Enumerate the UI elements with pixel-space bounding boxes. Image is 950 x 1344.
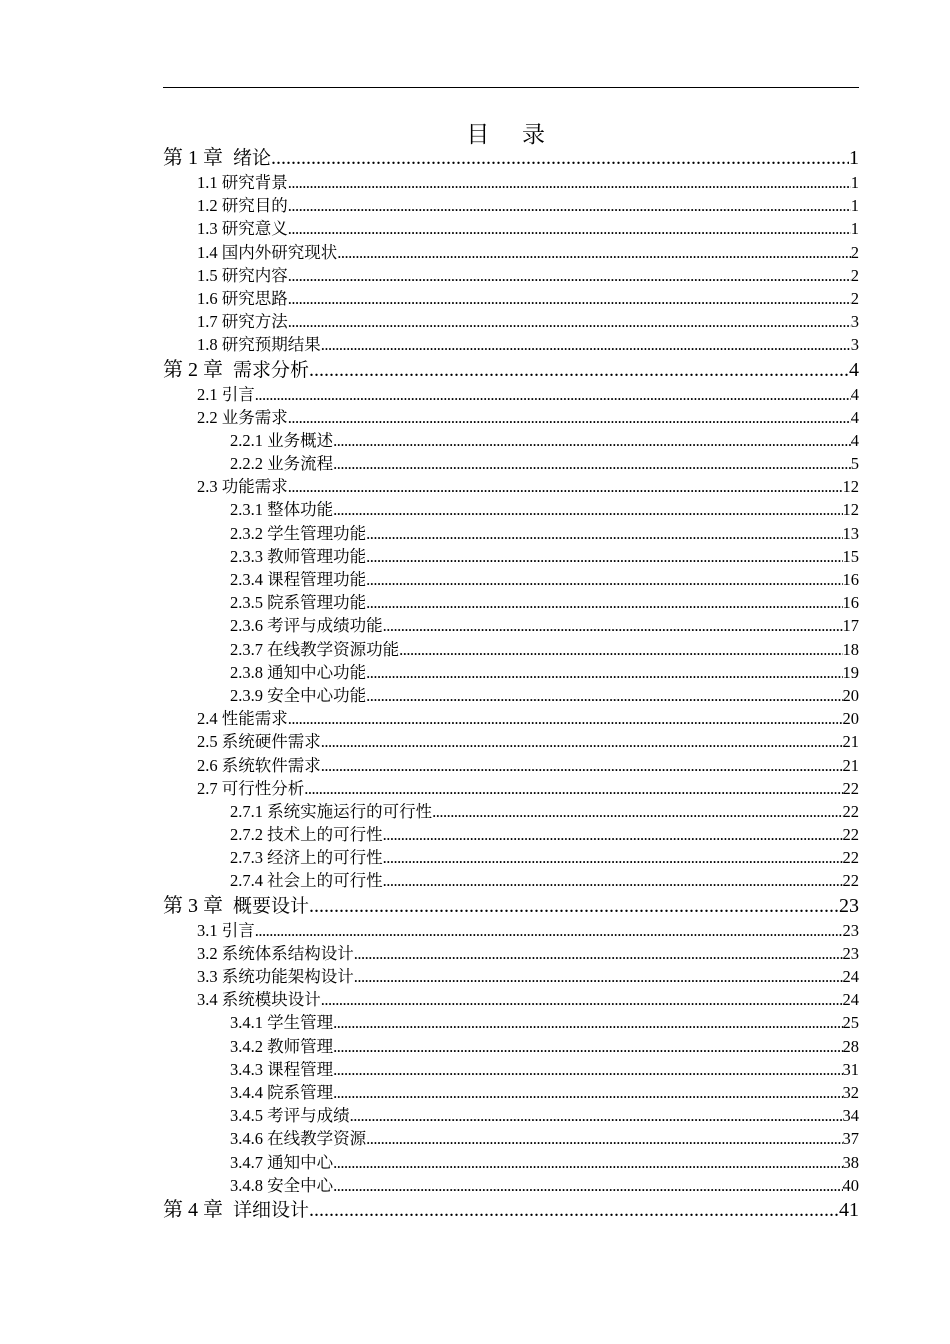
toc-dot-leader	[366, 684, 842, 707]
toc-dot-leader	[309, 893, 839, 919]
toc-dot-leader	[366, 591, 842, 614]
toc-entry-text: 在线教学资源	[267, 1129, 367, 1149]
toc-page-number: 12	[842, 477, 859, 497]
toc-dot-leader	[399, 638, 842, 661]
toc-dot-leader	[288, 707, 843, 730]
toc-entry-label	[230, 1058, 333, 1081]
toc-entry-label	[230, 1104, 350, 1127]
toc-entry-1-3[interactable]	[163, 217, 859, 240]
toc-entry-number: 2.3.5	[230, 593, 263, 613]
toc-entry-number: 1.4	[197, 242, 218, 262]
toc-page-number: 4	[849, 358, 859, 381]
toc-entry-text: 详细设计	[233, 1198, 310, 1221]
toc-entry-3-4-1[interactable]	[163, 1011, 859, 1034]
toc-entry-3-2[interactable]	[163, 942, 859, 965]
toc-entry-label	[197, 965, 354, 988]
toc-page-number: 2	[850, 265, 859, 285]
toc-entry-label	[230, 545, 366, 568]
toc-entry-label	[230, 452, 333, 475]
toc-entry-number: 2.2.1	[230, 430, 263, 450]
toc-dot-leader	[383, 614, 843, 637]
toc-page-number: 23	[839, 894, 859, 917]
toc-entry-text: 系统功能架构设计	[221, 967, 354, 986]
toc-entry-label	[197, 310, 288, 333]
toc-page-number: 34	[842, 1106, 859, 1126]
toc-entry-number: 3.4.1	[230, 1013, 263, 1033]
toc-entry-3-4-6[interactable]	[163, 1127, 859, 1150]
toc-page-number: 3	[850, 312, 859, 332]
toc-entry-label	[197, 171, 288, 194]
toc-entry-label	[163, 145, 271, 171]
toc-dot-leader	[432, 800, 842, 823]
toc-entry-label	[230, 591, 366, 614]
toc-entry-label	[230, 661, 366, 684]
toc-entry-label	[197, 919, 255, 942]
toc-entry-label	[230, 429, 333, 452]
toc-entry-label	[197, 406, 288, 429]
toc-entry-text: 引言	[221, 384, 255, 404]
toc-page-number: 21	[842, 732, 859, 752]
toc-page-number: 40	[842, 1175, 859, 1195]
toc-entry-number: 第 2 章	[163, 358, 223, 381]
toc-entry-label	[163, 357, 309, 383]
toc-page-number: 22	[842, 801, 859, 821]
toc-page-number: 4	[850, 430, 859, 450]
toc-entry-1-5[interactable]	[163, 264, 859, 287]
toc-dot-leader	[288, 310, 851, 333]
toc-page-number: 28	[842, 1036, 859, 1056]
toc-entry-2-3-8[interactable]	[163, 661, 859, 684]
toc-entry-1-7[interactable]	[163, 310, 859, 333]
toc-entry-text: 安全中心	[267, 1175, 334, 1195]
toc-dot-leader	[309, 1197, 839, 1223]
toc-entry-text: 业务概述	[267, 430, 334, 450]
toc-dot-leader	[366, 661, 842, 684]
toc-page-number: 23	[842, 943, 859, 963]
toc-entry-text: 概要设计	[233, 894, 310, 917]
toc-entry-3-4-4[interactable]	[163, 1081, 859, 1104]
toc-page-number: 2	[850, 242, 859, 262]
toc-entry-text: 性能需求	[221, 709, 288, 729]
toc-dot-leader	[333, 1035, 842, 1058]
toc-entry-number: 2.2.2	[230, 454, 263, 474]
toc-entry-2-3-1[interactable]	[163, 498, 859, 521]
toc-entry-text: 课程管理功能	[267, 570, 367, 589]
toc-dot-leader	[366, 545, 842, 568]
toc-entry-text: 院系管理功能	[267, 593, 367, 613]
toc-entry-2-3-9[interactable]	[163, 684, 859, 707]
toc-entry-text: 研究预期结果	[221, 335, 321, 355]
toc-page-number: 17	[842, 616, 859, 636]
toc-entry-label	[163, 1197, 309, 1223]
toc-entry-number: 2.3.8	[230, 662, 263, 682]
toc-dot-leader	[255, 919, 843, 942]
toc-entry-label	[230, 568, 366, 591]
toc-entry-label	[163, 893, 309, 919]
toc-dot-leader	[321, 988, 843, 1011]
toc-entry-text: 学生管理	[267, 1013, 334, 1033]
toc-entry-3-4-7[interactable]	[163, 1151, 859, 1174]
toc-entry-number: 3.4.7	[230, 1152, 263, 1172]
toc-page-number: 20	[842, 709, 859, 729]
toc-entry-text: 系统体系结构设计	[221, 943, 354, 963]
toc-dot-leader	[288, 264, 851, 287]
toc-entry-text: 在线教学资源功能	[267, 639, 400, 659]
toc-entry-number: 2.2	[197, 407, 218, 427]
toc-entry-label	[197, 383, 255, 406]
toc-entry-number: 2.3.2	[230, 523, 263, 543]
toc-entry-label	[197, 333, 321, 356]
toc-page-number: 1	[850, 196, 859, 216]
toc-dot-leader	[288, 171, 851, 194]
toc-entry-label	[230, 823, 383, 846]
toc-dot-leader	[271, 145, 849, 171]
toc-page-number: 18	[842, 639, 859, 659]
toc-dot-leader	[333, 452, 851, 475]
toc-entry-text: 整体功能	[267, 500, 334, 520]
toc-dot-leader	[304, 777, 842, 800]
toc-entry-label	[197, 475, 288, 498]
toc-page-number: 3	[850, 335, 859, 355]
toc-dot-leader	[350, 1104, 843, 1127]
toc-entry-text: 院系管理	[267, 1082, 334, 1102]
toc-page-number: 5	[850, 454, 859, 474]
toc-entry-label	[197, 217, 288, 240]
toc-entry-number: 2.7.3	[230, 848, 263, 868]
toc-page-number: 37	[842, 1129, 859, 1149]
toc-entry-text: 引言	[221, 920, 255, 940]
toc-entry-text: 教师管理功能	[267, 546, 367, 566]
toc-dot-leader	[333, 1174, 842, 1197]
toc-entry-第4章[interactable]	[163, 1197, 859, 1223]
toc-page-number: 15	[842, 546, 859, 566]
toc-entry-label	[230, 1127, 366, 1150]
toc-entry-2-3-4[interactable]	[163, 568, 859, 591]
toc-entry-label	[197, 241, 337, 264]
toc-page-number: 12	[842, 500, 859, 520]
toc-entry-text: 绪论	[233, 147, 272, 169]
toc-entry-1-6[interactable]	[163, 287, 859, 310]
toc-dot-leader	[333, 1151, 842, 1174]
toc-entry-number: 3.4.2	[230, 1036, 263, 1056]
toc-entry-text: 功能需求	[221, 477, 288, 497]
toc-entry-text: 业务流程	[267, 454, 334, 474]
toc-entry-label	[230, 522, 366, 545]
toc-dot-leader	[288, 406, 851, 429]
toc-entry-label	[230, 1151, 333, 1174]
toc-dot-leader	[383, 846, 843, 869]
toc-page-number: 38	[842, 1152, 859, 1172]
toc-dot-leader	[333, 1011, 842, 1034]
toc-page-number: 4	[850, 407, 859, 427]
toc-entry-number: 3.3	[197, 967, 218, 986]
toc-entry-number: 3.4.6	[230, 1129, 263, 1149]
toc-page-number: 1	[850, 173, 859, 192]
toc-entry-number: 2.3.7	[230, 639, 263, 659]
toc-entry-2-1[interactable]	[163, 383, 859, 406]
toc-entry-number: 3.4.8	[230, 1175, 263, 1195]
toc-entry-number: 2.1	[197, 384, 218, 404]
toc-entry-label	[197, 754, 321, 777]
toc-dot-leader	[337, 241, 851, 264]
toc-entry-text: 研究方法	[221, 312, 288, 332]
toc-entry-2-7-1[interactable]	[163, 800, 859, 823]
toc-entry-1-1[interactable]	[163, 171, 859, 194]
toc-entry-label	[197, 707, 288, 730]
toc-entry-label	[230, 846, 383, 869]
toc-dot-leader	[383, 823, 843, 846]
toc-title: 目 录	[466, 122, 558, 148]
toc-dot-leader	[321, 333, 851, 356]
toc-dot-leader	[321, 730, 843, 753]
toc-entry-number: 2.3.4	[230, 570, 263, 589]
toc-entry-number: 1.1	[197, 173, 218, 192]
toc-page-number: 4	[850, 384, 859, 404]
toc-entry-1-4[interactable]	[163, 241, 859, 264]
toc-entry-3-1[interactable]	[163, 919, 859, 942]
toc-entry-3-3[interactable]	[163, 965, 859, 988]
toc-entry-text: 通知中心	[267, 1152, 334, 1172]
toc-entry-1-8[interactable]	[163, 333, 859, 356]
toc-entry-text: 技术上的可行性	[267, 825, 383, 845]
toc-page-number: 19	[842, 662, 859, 682]
toc-entry-number: 2.5	[197, 732, 218, 752]
toc-entry-number: 3.4	[197, 990, 218, 1010]
toc-entry-1-2[interactable]	[163, 194, 859, 217]
toc-entry-text: 经济上的可行性	[267, 848, 383, 868]
toc-entry-text: 社会上的可行性	[267, 871, 383, 891]
toc-dot-leader	[288, 287, 851, 310]
toc-entry-label	[230, 638, 399, 661]
toc-entry-text: 研究背景	[221, 173, 288, 192]
header-rule	[163, 87, 859, 88]
toc-entry-number: 第 1 章	[163, 147, 223, 169]
toc-dot-leader	[288, 194, 851, 217]
toc-entry-2-7[interactable]	[163, 777, 859, 800]
toc-page-number: 22	[842, 825, 859, 845]
toc-page-number: 13	[842, 523, 859, 543]
toc-entry-number: 1.5	[197, 265, 218, 285]
toc-entry-number: 1.7	[197, 312, 218, 332]
toc-page-number: 1	[850, 219, 859, 239]
toc-dot-leader	[333, 429, 851, 452]
toc-entry-number: 2.3.3	[230, 546, 263, 566]
toc-page-number: 23	[842, 920, 859, 940]
toc-entry-number: 3.4.3	[230, 1059, 263, 1079]
toc-entry-2-4[interactable]	[163, 707, 859, 730]
toc-dot-leader	[309, 357, 849, 383]
toc-entry-label	[197, 194, 288, 217]
toc-entry-number: 3.4.4	[230, 1082, 263, 1102]
toc-entry-3-4-3[interactable]	[163, 1058, 859, 1081]
toc-entry-label	[230, 869, 383, 892]
toc-entry-number: 2.7.2	[230, 825, 263, 845]
toc-entry-2-3-6[interactable]	[163, 614, 859, 637]
toc-entry-text: 业务需求	[221, 407, 288, 427]
toc-entry-2-7-3[interactable]	[163, 846, 859, 869]
toc-entry-2-7-4[interactable]	[163, 869, 859, 892]
toc-entry-number: 1.8	[197, 335, 218, 355]
toc-entry-number: 第 3 章	[163, 894, 223, 917]
toc-entry-2-3[interactable]	[163, 475, 859, 498]
toc-entry-label	[230, 1035, 333, 1058]
toc-entry-第2章[interactable]	[163, 357, 859, 383]
toc-entry-number: 1.2	[197, 196, 218, 216]
toc-entry-number: 第 4 章	[163, 1198, 223, 1221]
toc-entry-label	[197, 287, 288, 310]
toc-entry-number: 2.7	[197, 778, 218, 798]
toc-page-number: 22	[842, 848, 859, 868]
toc-entry-text: 研究思路	[221, 288, 288, 308]
toc-page-number: 24	[842, 990, 859, 1010]
toc-dot-leader	[354, 942, 843, 965]
toc-entry-text: 可行性分析	[221, 778, 305, 798]
toc-entry-text: 系统硬件需求	[221, 732, 321, 752]
toc-page-number: 1	[849, 147, 859, 169]
toc-entry-text: 课程管理	[267, 1059, 334, 1079]
toc-page-number: 16	[842, 593, 859, 613]
toc-entry-2-7-2[interactable]	[163, 823, 859, 846]
toc-entry-2-2[interactable]	[163, 406, 859, 429]
toc-page-number: 24	[842, 967, 859, 986]
toc-entry-3-4-5[interactable]	[163, 1104, 859, 1127]
toc-dot-leader	[333, 1058, 842, 1081]
toc-entry-number: 2.7.4	[230, 871, 263, 891]
toc-entry-number: 2.3.9	[230, 685, 263, 705]
toc-dot-leader	[333, 1081, 842, 1104]
toc-dot-leader	[354, 965, 843, 988]
toc-entry-text: 系统实施运行的可行性	[267, 801, 433, 821]
toc-entry-number: 3.2	[197, 943, 218, 963]
toc-entry-text: 通知中心功能	[267, 662, 367, 682]
toc-entry-2-2-1[interactable]	[163, 429, 859, 452]
toc-entry-number: 2.3.6	[230, 616, 263, 636]
toc-entry-2-3-7[interactable]	[163, 638, 859, 661]
toc-entry-2-2-2[interactable]	[163, 452, 859, 475]
toc-entry-2-6[interactable]	[163, 754, 859, 777]
toc-entry-text: 研究意义	[221, 219, 288, 239]
toc-entry-2-3-5[interactable]	[163, 591, 859, 614]
toc-entry-number: 1.6	[197, 288, 218, 308]
toc-entry-number: 3.4.5	[230, 1106, 263, 1126]
toc-entry-text: 国内外研究现状	[221, 242, 338, 262]
toc-entry-3-4-8[interactable]	[163, 1174, 859, 1197]
table-of-contents	[163, 145, 859, 1223]
toc-entry-text: 考评与成绩	[267, 1106, 350, 1126]
toc-entry-第1章[interactable]	[163, 145, 859, 171]
toc-dot-leader	[333, 498, 842, 521]
toc-page-number: 20	[842, 685, 859, 705]
toc-entry-number: 3.1	[197, 920, 218, 940]
toc-dot-leader	[366, 1127, 842, 1150]
toc-entry-label	[230, 614, 383, 637]
toc-dot-leader	[321, 754, 843, 777]
toc-page-number: 16	[842, 570, 859, 589]
toc-entry-number: 2.4	[197, 709, 218, 729]
toc-dot-leader	[366, 522, 842, 545]
toc-entry-3-4-2[interactable]	[163, 1035, 859, 1058]
toc-page-number: 2	[850, 288, 859, 308]
toc-entry-2-3-3[interactable]	[163, 545, 859, 568]
toc-entry-第3章[interactable]	[163, 893, 859, 919]
toc-entry-3-4[interactable]	[163, 988, 859, 1011]
toc-page-number: 32	[842, 1082, 859, 1102]
toc-entry-text: 系统模块设计	[221, 990, 321, 1010]
toc-dot-leader	[383, 869, 843, 892]
toc-page-number: 25	[842, 1013, 859, 1033]
toc-dot-leader	[255, 383, 851, 406]
toc-entry-text: 学生管理功能	[267, 523, 367, 543]
toc-page-number: 21	[842, 755, 859, 775]
toc-page-number: 41	[839, 1198, 859, 1221]
toc-entry-label	[197, 730, 321, 753]
toc-entry-label	[230, 684, 366, 707]
toc-entry-label	[230, 800, 432, 823]
toc-entry-label	[197, 264, 288, 287]
toc-entry-label	[230, 1081, 333, 1104]
toc-entry-label	[197, 988, 321, 1011]
toc-entry-2-5[interactable]	[163, 730, 859, 753]
toc-entry-text: 安全中心功能	[267, 685, 367, 705]
toc-entry-label	[230, 1174, 333, 1197]
toc-entry-number: 2.3.1	[230, 500, 263, 520]
toc-page-number: 22	[842, 871, 859, 891]
toc-entry-2-3-2[interactable]	[163, 522, 859, 545]
toc-entry-number: 2.7.1	[230, 801, 263, 821]
toc-entry-label	[197, 777, 304, 800]
toc-entry-number: 1.3	[197, 219, 218, 239]
toc-dot-leader	[288, 475, 843, 498]
toc-entry-text: 教师管理	[267, 1036, 334, 1056]
toc-page-number: 22	[842, 778, 859, 798]
toc-entry-label	[230, 498, 333, 521]
toc-entry-text: 研究目的	[221, 196, 288, 216]
toc-entry-text: 需求分析	[233, 358, 310, 381]
toc-entry-number: 2.3	[197, 477, 218, 497]
toc-entry-text: 系统软件需求	[221, 755, 321, 775]
toc-entry-label	[197, 942, 354, 965]
toc-entry-label	[230, 1011, 333, 1034]
toc-dot-leader	[366, 568, 842, 591]
toc-entry-text: 考评与成绩功能	[267, 616, 383, 636]
toc-page-number: 31	[842, 1059, 859, 1079]
toc-entry-number: 2.6	[197, 755, 218, 775]
toc-dot-leader	[288, 217, 851, 240]
toc-entry-text: 研究内容	[221, 265, 288, 285]
